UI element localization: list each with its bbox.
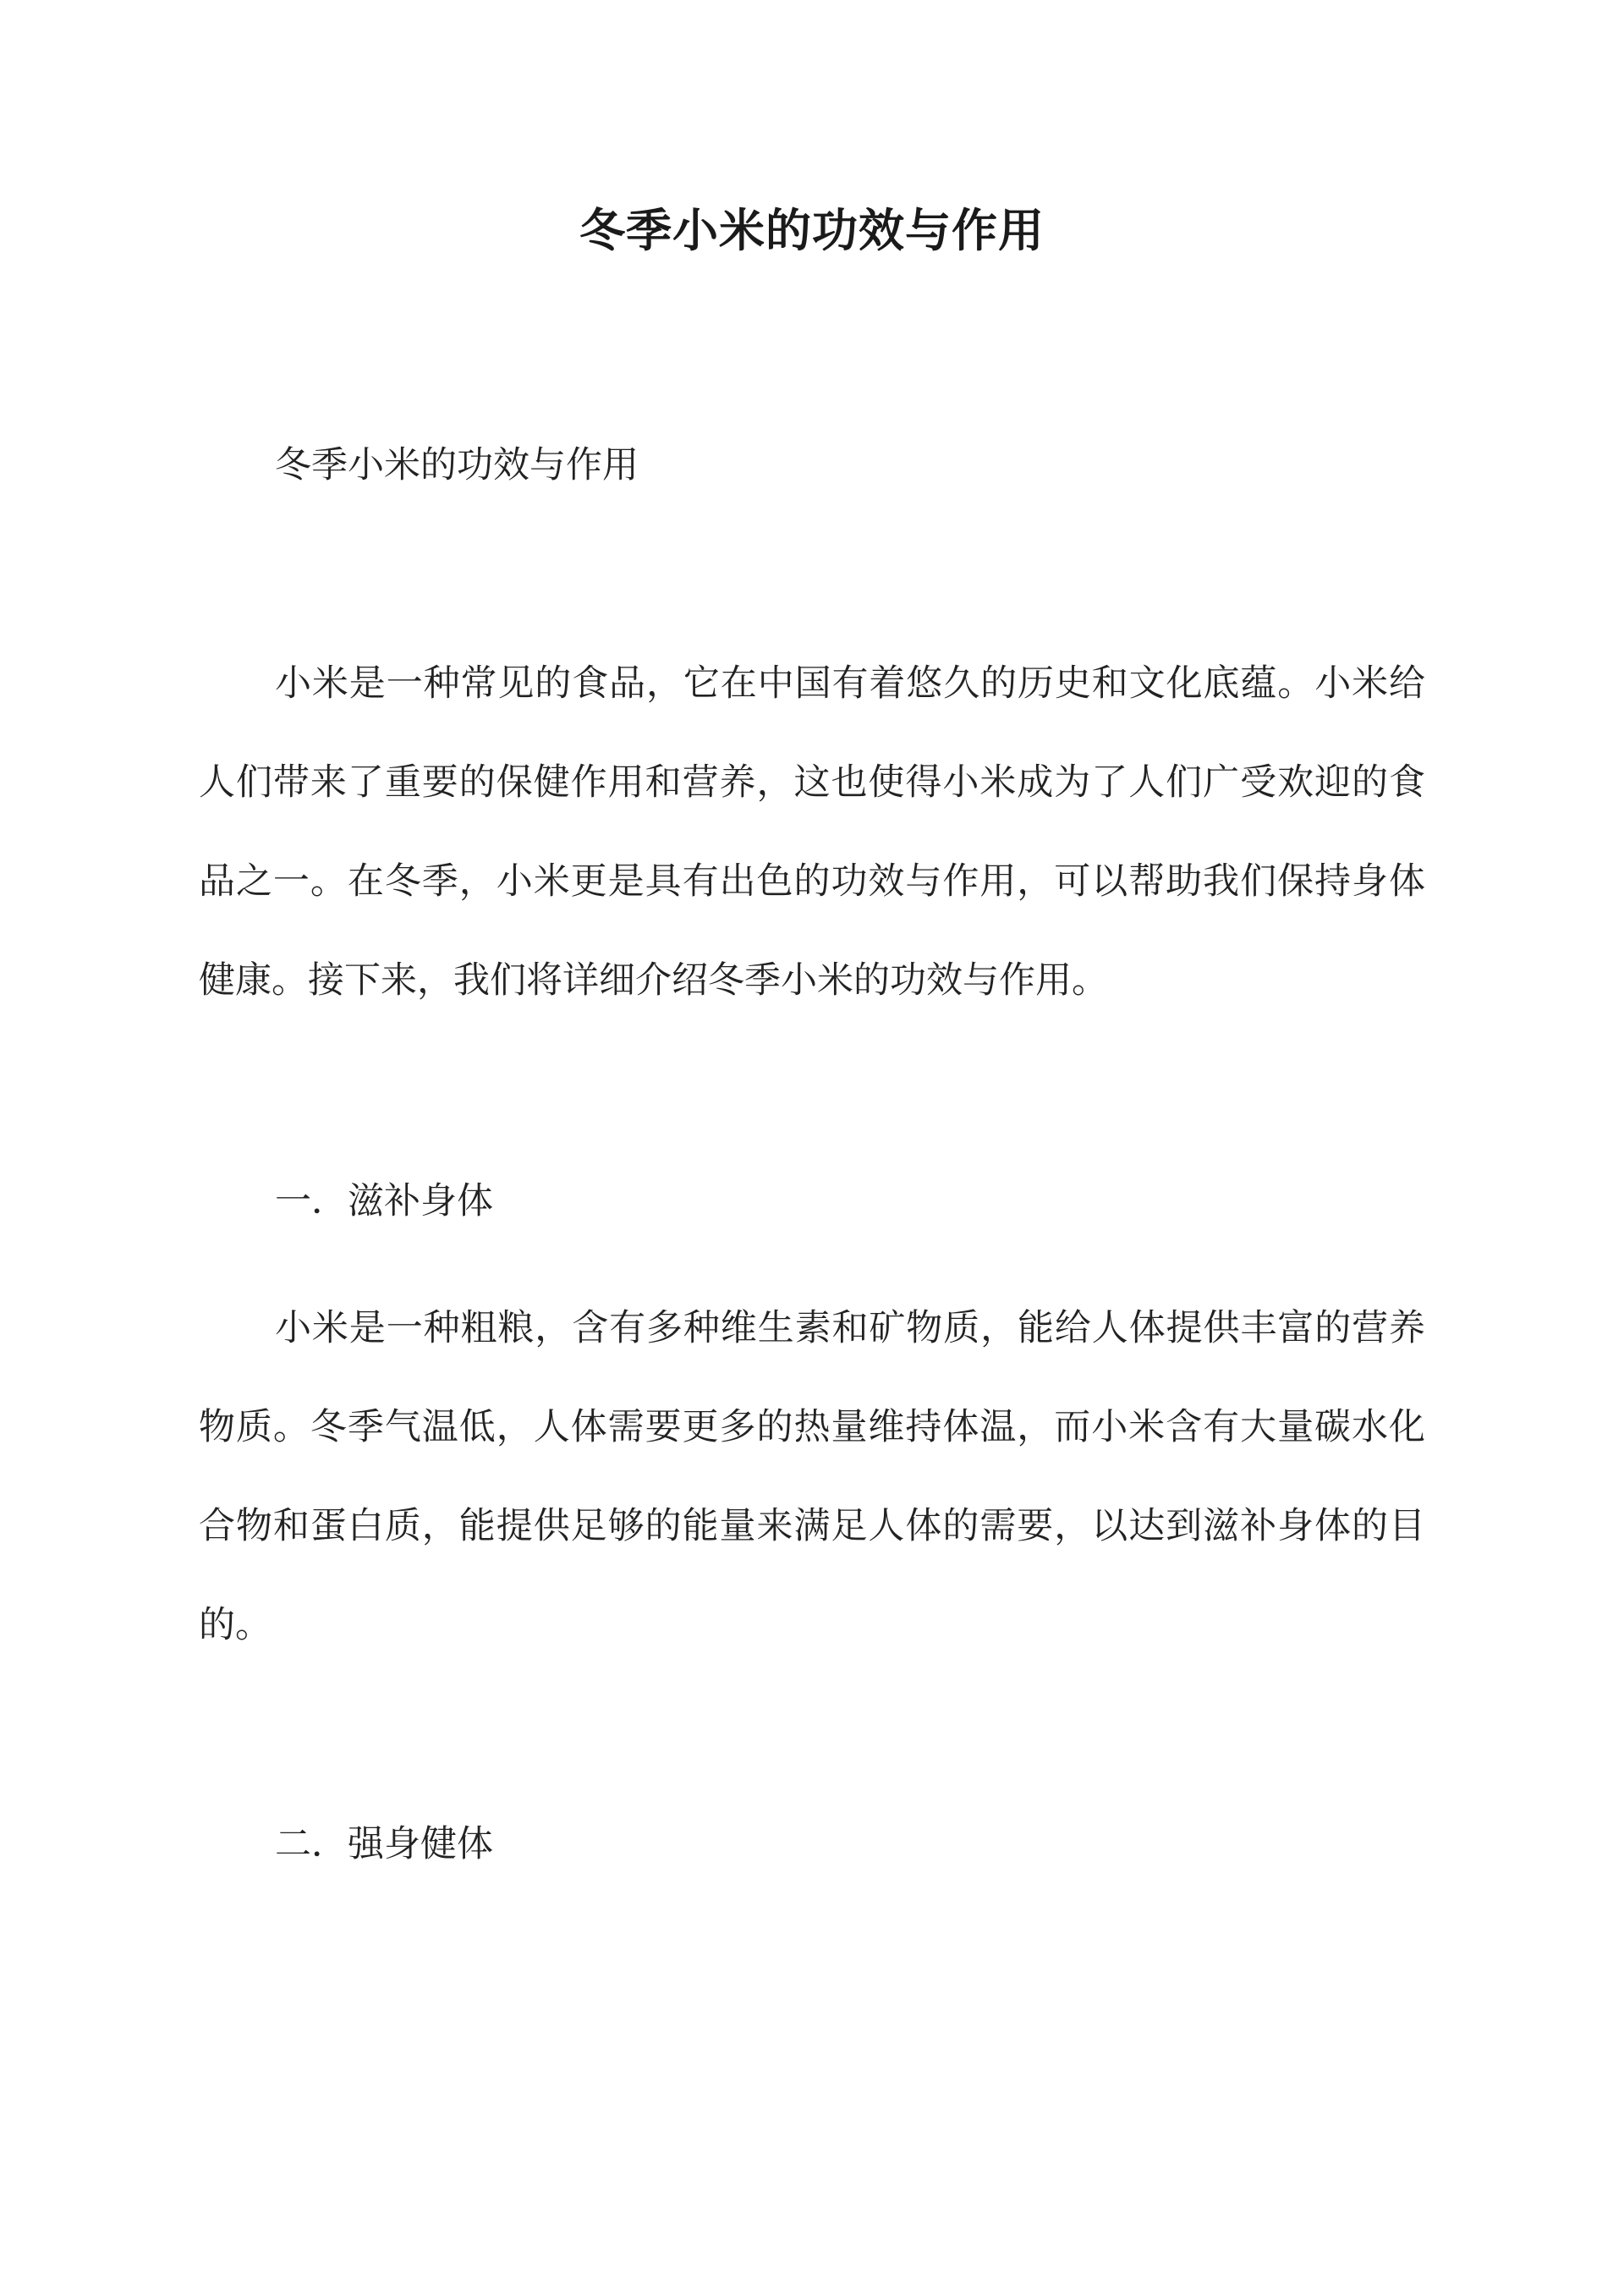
intro-paragraph: 小米是一种常见的食品，它在中国有着悠久的历史和文化底蕴。小米给人们带来了重要的保健作用和营养，这也使得小米成为了人们广受欢迎的食品之一。在冬季，小米更是具有出色的功效与作用，可以帮助我们保持身体健康。接下来，我们将详细介绍冬季小米的功效与作用。 (199, 662, 1425, 1002)
document-subtitle: 冬季小米的功效与作用 (275, 444, 639, 486)
section-heading-2: 二．强身健体 (275, 1823, 493, 1865)
document-title: 冬季小米的功效与作用 (579, 203, 1045, 257)
section-heading-1: 一．滋补身体 (275, 1180, 493, 1222)
section-paragraph-1: 小米是一种粗粮，含有多种维生素和矿物质，能给人体提供丰富的营养物质。冬季气温低，人体需要更多的热量维持体温，而小米含有大量碳水化合物和蛋白质，能提供足够的能量来满足人体的需要，以达到滋补身体的目的。 (199, 1307, 1425, 1646)
